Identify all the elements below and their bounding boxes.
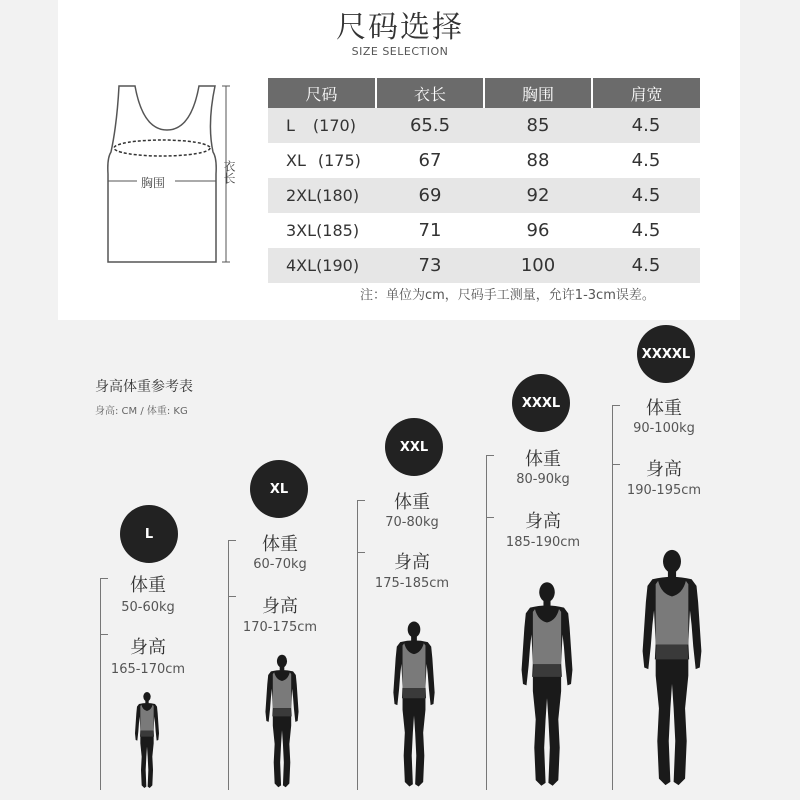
col-header-size: 尺码 bbox=[268, 78, 376, 108]
table-row bbox=[268, 108, 700, 143]
weight-value: 90-100kg bbox=[633, 421, 695, 436]
weight-value: 50-60kg bbox=[121, 600, 175, 615]
chest-label: 胸围 bbox=[141, 176, 166, 190]
figure-xxl bbox=[378, 618, 450, 790]
weight-label: 体重 bbox=[394, 492, 430, 513]
reference-title: 身高体重参考表 bbox=[95, 379, 193, 395]
guide-line bbox=[486, 455, 487, 790]
shoulder-cell: 4.5 bbox=[631, 220, 661, 241]
figure-xxxl bbox=[506, 578, 588, 790]
measurement-note: 注：单位为cm，尺码手工测量，允许1-3cm误差。 bbox=[360, 288, 655, 303]
length-label: 衣长 bbox=[222, 160, 236, 184]
length-cell: 71 bbox=[418, 220, 442, 241]
chest-cell: 85 bbox=[484, 108, 592, 143]
height-value: 190-195cm bbox=[626, 483, 702, 498]
length-cell: 73 bbox=[376, 248, 484, 283]
table-header-row bbox=[268, 78, 700, 108]
height-label: 身高 bbox=[525, 511, 561, 532]
size-cell: 4XL(190) bbox=[268, 248, 376, 283]
length-cell: 65.5 bbox=[376, 108, 484, 143]
size-cell: 2XL(180) bbox=[268, 178, 376, 213]
col-header-shoulder: 肩宽 bbox=[592, 78, 700, 108]
figure-xl bbox=[250, 652, 314, 790]
guide-line bbox=[357, 500, 358, 790]
shoulder-cell: 4.5 bbox=[592, 178, 700, 213]
weight-label: 体重 bbox=[262, 534, 298, 555]
height-label: 身高 bbox=[394, 552, 430, 573]
size-cell: L (170) bbox=[268, 108, 376, 143]
size-cell: XL (175) bbox=[286, 151, 361, 170]
weight-value: 60-70kg bbox=[253, 557, 307, 572]
figure-l bbox=[122, 690, 172, 790]
col-header-length: 衣长 bbox=[376, 78, 484, 108]
height-value: 185-190cm bbox=[505, 535, 581, 550]
size-badge-xxxl: XXXL bbox=[512, 374, 570, 432]
figure-xxxxl bbox=[626, 545, 718, 790]
chest-cell: 100 bbox=[484, 248, 592, 283]
height-label: 身高 bbox=[646, 459, 682, 480]
table-row bbox=[268, 213, 700, 248]
chest-cell: 96 bbox=[526, 220, 550, 241]
chest-cell: 92 bbox=[484, 178, 592, 213]
guide-line bbox=[612, 405, 613, 790]
col-header-chest: 胸围 bbox=[484, 78, 592, 108]
size-cell: 3XL(185) bbox=[286, 221, 360, 240]
weight-value: 80-90kg bbox=[516, 472, 570, 487]
weight-value: 70-80kg bbox=[385, 515, 439, 530]
table-row bbox=[268, 178, 700, 213]
guide-line bbox=[228, 540, 229, 790]
weight-label: 体重 bbox=[525, 449, 561, 470]
size-table bbox=[268, 78, 700, 283]
height-value: 175-185cm bbox=[374, 576, 450, 591]
shoulder-cell: 4.5 bbox=[592, 248, 700, 283]
height-value: 165-170cm bbox=[110, 662, 186, 677]
page-title: 尺码选择 bbox=[336, 10, 464, 45]
length-cell: 67 bbox=[418, 150, 442, 171]
page-subtitle: SIZE SELECTION bbox=[351, 45, 449, 58]
chest-cell: 88 bbox=[526, 150, 550, 171]
length-cell: 69 bbox=[376, 178, 484, 213]
table-row bbox=[268, 248, 700, 283]
weight-label: 体重 bbox=[646, 398, 682, 419]
weight-label: 体重 bbox=[130, 575, 166, 596]
size-badge-xxxxl: XXXXL bbox=[637, 325, 695, 383]
size-badge-xxl: XXL bbox=[385, 418, 443, 476]
height-label: 身高 bbox=[262, 596, 298, 617]
vest-diagram bbox=[95, 78, 245, 268]
reference-subtitle: 身高: CM / 体重: KG bbox=[95, 406, 188, 417]
size-badge-l: L bbox=[120, 505, 178, 563]
shoulder-cell: 4.5 bbox=[631, 150, 661, 171]
size-badge-xl: XL bbox=[250, 460, 308, 518]
shoulder-cell: 4.5 bbox=[592, 108, 700, 143]
table-row bbox=[268, 143, 700, 178]
height-value: 170-175cm bbox=[242, 620, 318, 635]
height-label: 身高 bbox=[130, 637, 166, 658]
